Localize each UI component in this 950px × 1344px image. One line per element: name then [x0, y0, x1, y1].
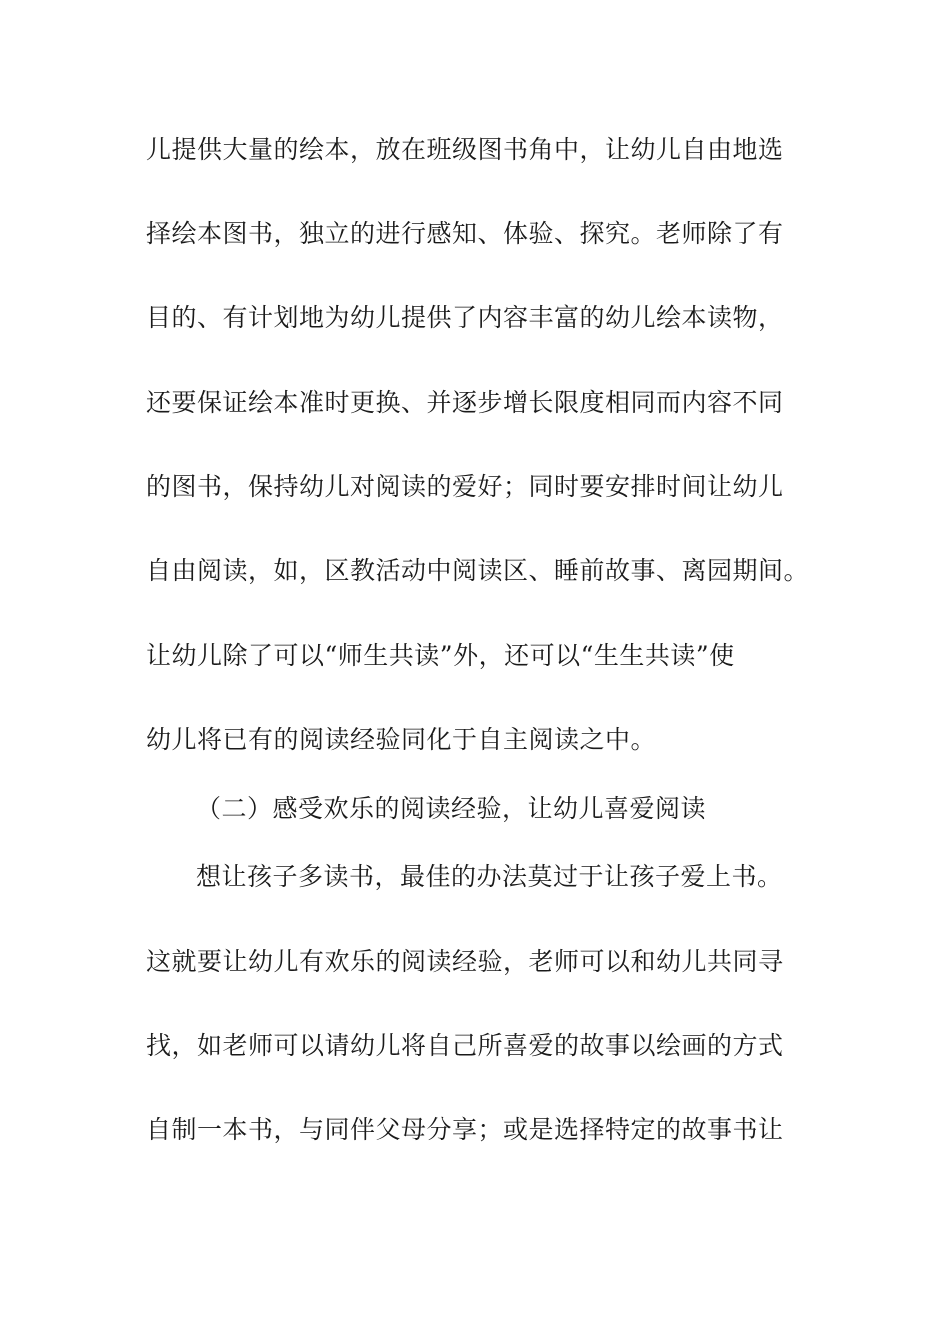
paragraph-1-line-2: 择绘本图书，独立的进行感知、体验、探究。老师除了有 [146, 219, 784, 248]
section-heading: （二）感受欢乐的阅读经验，让幼儿喜爱阅读 [196, 794, 707, 823]
paragraph-2-line-1: 想让孩子多读书，最佳的办法莫过于让孩子爱上书。 [196, 862, 783, 891]
paragraph-1-line-7: 让幼儿除了可以“师生共读”外，还可以“生生共读”使 [146, 641, 735, 670]
paragraph-1-line-1: 儿提供大量的绘本，放在班级图书角中，让幼儿自由地选 [146, 135, 784, 164]
paragraph-1-line-4: 还要保证绘本准时更换、并逐步增长限度相同而内容不同 [146, 388, 784, 417]
paragraph-2-line-3: 找，如老师可以请幼儿将自己所喜爱的故事以绘画的方式 [146, 1031, 784, 1060]
paragraph-1-line-3: 目的、有计划地为幼儿提供了内容丰富的幼儿绘本读物， [146, 303, 784, 332]
paragraph-1-line-8: 幼儿将已有的阅读经验同化于自主阅读之中。 [146, 725, 657, 754]
paragraph-1-line-5: 的图书，保持幼儿对阅读的爱好；同时要安排时间让幼儿 [146, 472, 784, 501]
paragraph-2-line-4: 自制一本书，与同伴父母分享；或是选择特定的故事书让 [146, 1115, 784, 1144]
paragraph-1-line-6: 自由阅读，如，区教活动中阅读区、睡前故事、离园期间。 [146, 556, 810, 585]
paragraph-2-line-2: 这就要让幼儿有欢乐的阅读经验，老师可以和幼儿共同寻 [146, 947, 784, 976]
